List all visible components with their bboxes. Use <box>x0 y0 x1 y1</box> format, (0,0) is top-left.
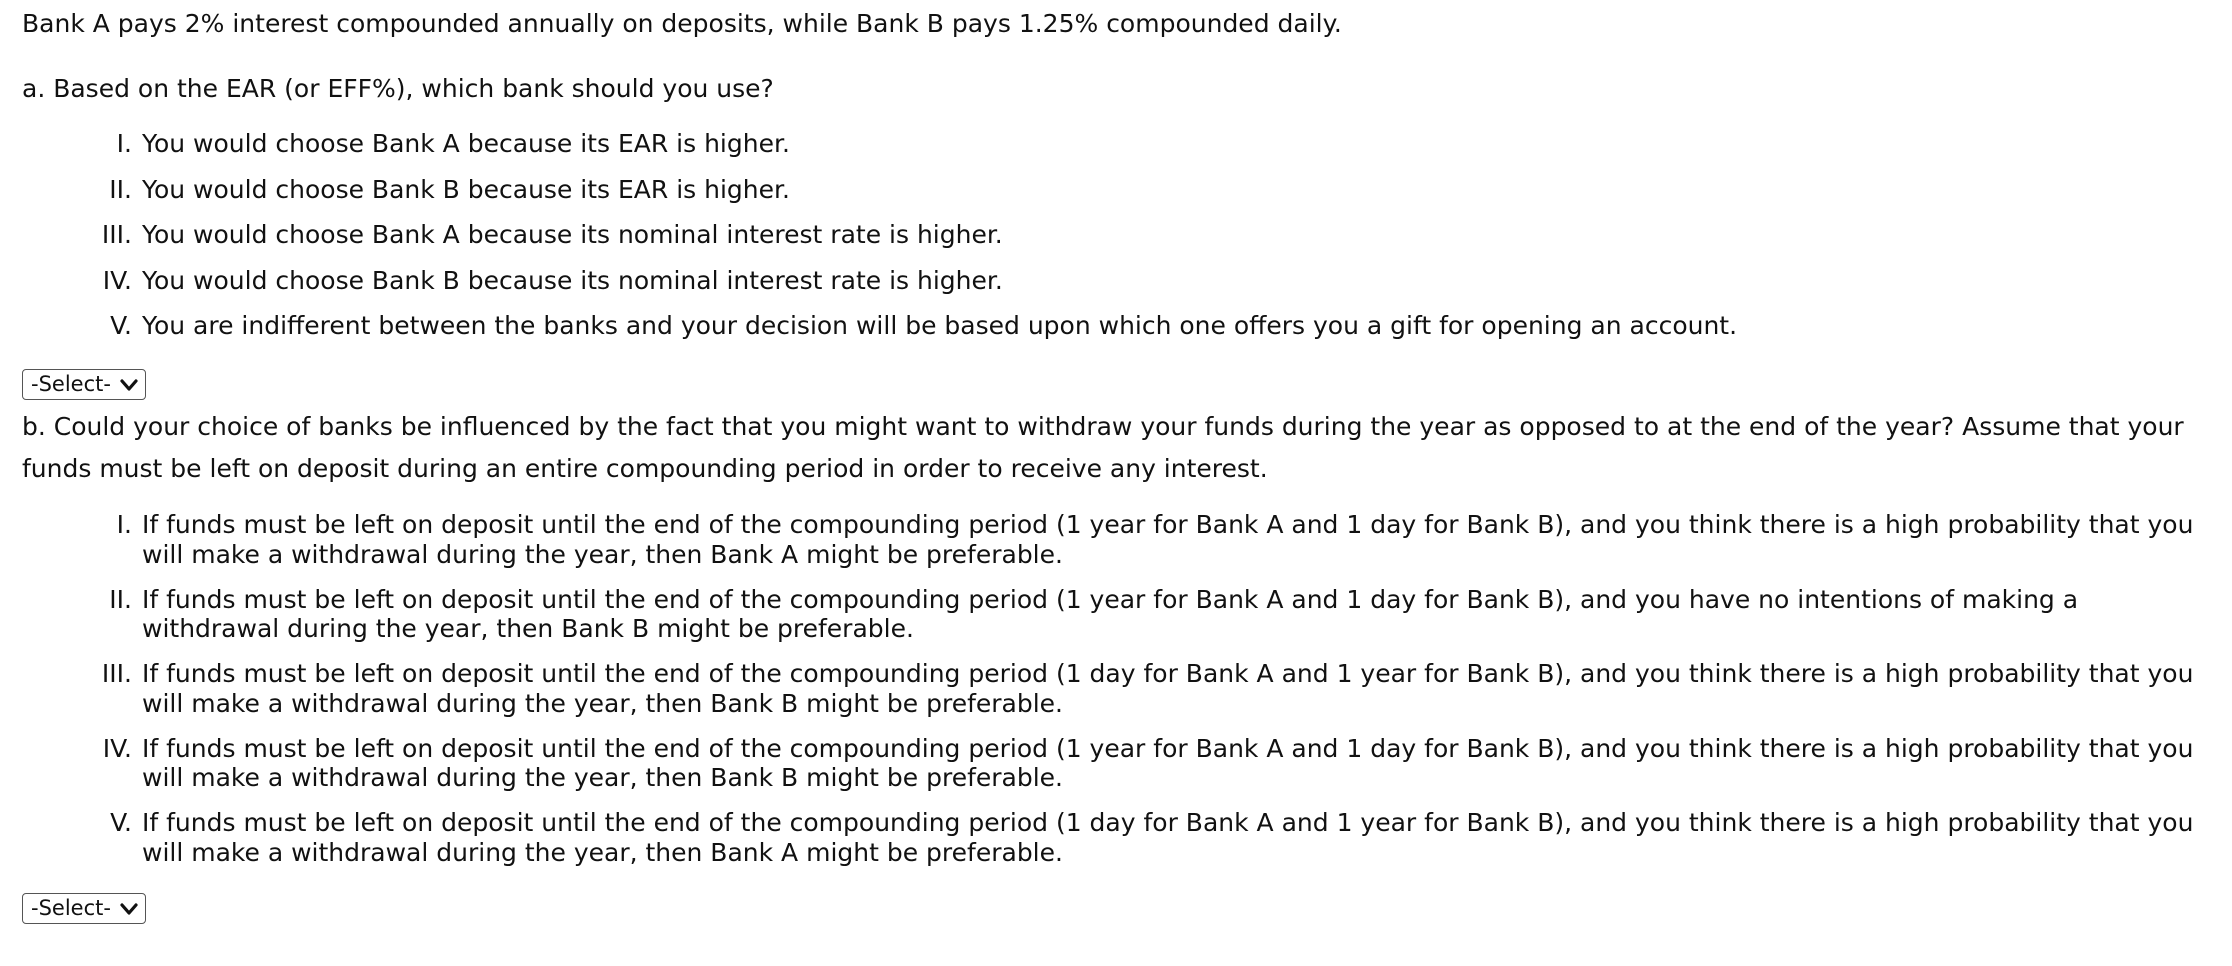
chevron-down-icon <box>119 375 139 395</box>
option-numeral: V. <box>110 311 132 340</box>
option-numeral: I. <box>116 510 132 539</box>
part-a-option <box>22 310 1737 356</box>
option-numeral: IV. <box>102 733 132 763</box>
option-numeral: III. <box>101 220 132 249</box>
option-numeral: II. <box>109 174 132 204</box>
option-numeral: IV. <box>102 265 132 295</box>
part-b-answer-select[interactable] <box>22 893 146 924</box>
part-b-option <box>22 585 2212 660</box>
select-value: -Select- <box>31 896 111 920</box>
part-a-option <box>22 219 1737 265</box>
part-a-options <box>22 128 1737 356</box>
option-text: If funds must be left on deposit until the end of the compounding period (1 year for Bank A and 1 day for Bank B), and you think there is a high probability that you will make a withdrawal during the year, then Bank A might be preferable. <box>142 510 2194 569</box>
option-text: If funds must be left on deposit until the end of the compounding period (1 year for Bank A and 1 day for Bank B), and you have no intentions of making a withdrawal during the year, then Bank B might be preferable. <box>142 584 2079 643</box>
option-numeral: V. <box>110 808 132 837</box>
part-a-question: a. Based on the EAR (or EFF%), which bank should you use? <box>22 74 774 103</box>
part-a-answer-select[interactable] <box>22 369 146 400</box>
option-text: If funds must be left on deposit until the end of the compounding period (1 year for Bank A and 1 day for Bank B), and you think there is a high probability that you will make a withdrawal during the year, then Bank B might be preferable. <box>142 733 2194 792</box>
problem-statement: Bank A pays 2% interest compounded annually on deposits, while Bank B pays 1.25% compounded daily. <box>22 9 1342 38</box>
option-text: You would choose Bank A because its nominal interest rate is higher. <box>142 220 1003 249</box>
option-numeral: II. <box>109 584 132 614</box>
option-numeral: III. <box>101 659 132 688</box>
part-a-option <box>22 174 1737 220</box>
part-a-option <box>22 128 1737 174</box>
part-b-options <box>22 510 2212 883</box>
chevron-down-icon <box>119 899 139 919</box>
part-b-option <box>22 510 2212 585</box>
option-text: If funds must be left on deposit until the end of the compounding period (1 day for Bank A and 1 year for Bank B), and you think there is a high probability that you will make a withdrawal during the year, then Bank A might be preferable. <box>142 808 2194 867</box>
part-b-option <box>22 659 2212 734</box>
part-a-option <box>22 265 1737 311</box>
option-numeral: I. <box>116 129 132 158</box>
option-text: If funds must be left on deposit until the end of the compounding period (1 day for Bank A and 1 year for Bank B), and you think there is a high probability that you will make a withdrawal during the year, then Bank B might be preferable. <box>142 659 2194 718</box>
part-b-question: b. Could your choice of banks be influenced by the fact that you might want to withdraw your funds during the year as opposed to at the end of the year? Assume that your funds must be left on deposit during an entire compounding period in order to receive any interest. <box>22 412 2184 483</box>
part-b-option <box>22 734 2212 809</box>
select-value: -Select- <box>31 372 111 396</box>
option-text: You would choose Bank A because its EAR is higher. <box>142 129 790 158</box>
part-b-option <box>22 808 2212 883</box>
option-text: You would choose Bank B because its nominal interest rate is higher. <box>142 265 1003 295</box>
option-text: You are indifferent between the banks and your decision will be based upon which one offers you a gift for opening an account. <box>142 311 1738 340</box>
option-text: You would choose Bank B because its EAR is higher. <box>142 174 790 204</box>
